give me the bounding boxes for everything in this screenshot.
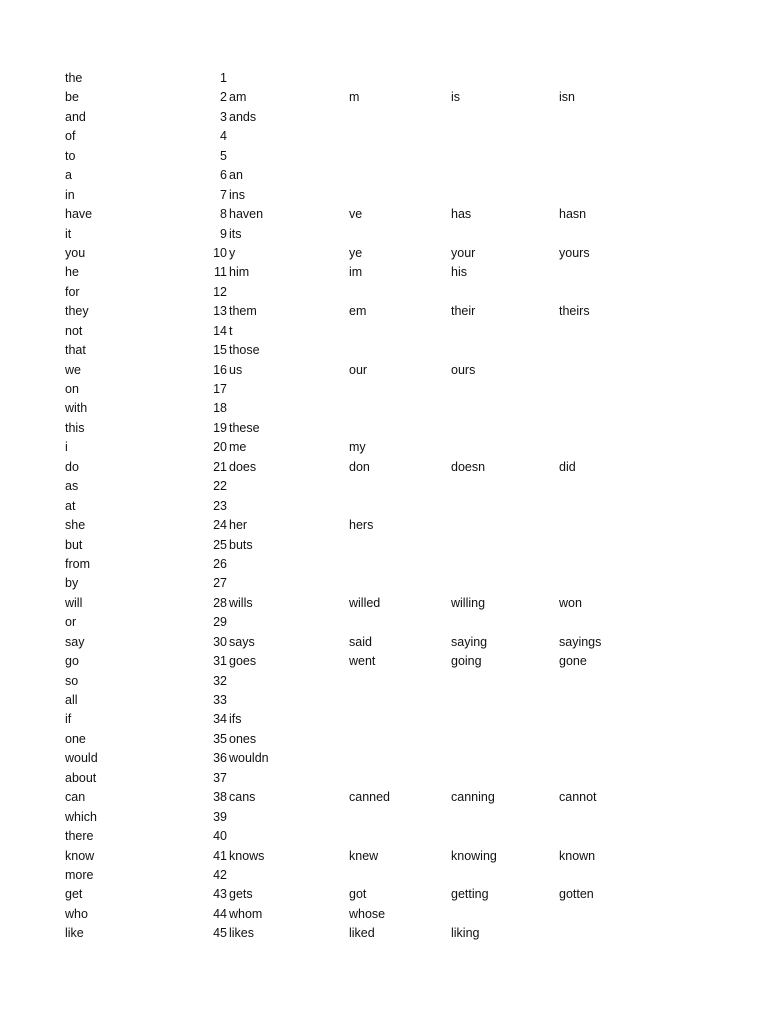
word-form-cell: isn bbox=[559, 90, 575, 105]
rank-cell: 14 bbox=[213, 323, 227, 338]
word-cell: with bbox=[65, 401, 88, 416]
rank-cell: 22 bbox=[213, 479, 227, 494]
word-cell: say bbox=[65, 634, 85, 649]
word-cell: about bbox=[65, 770, 97, 785]
word-cell: can bbox=[65, 790, 86, 805]
word-form-cell: getting bbox=[451, 887, 489, 902]
word-form-cell: me bbox=[229, 440, 247, 455]
word-form-cell: knows bbox=[229, 848, 265, 863]
word-form-cell: t bbox=[229, 323, 233, 338]
word-form-cell: an bbox=[229, 168, 243, 183]
word-form-cell: m bbox=[349, 90, 360, 105]
rank-cell: 6 bbox=[220, 168, 227, 183]
rank-cell: 12 bbox=[213, 284, 227, 299]
word-form-cell: cannot bbox=[559, 790, 597, 805]
word-form-cell: knew bbox=[349, 848, 379, 863]
table-row bbox=[65, 710, 725, 729]
table-row bbox=[65, 399, 725, 418]
word-form-cell: does bbox=[229, 459, 257, 474]
rank-cell: 26 bbox=[213, 556, 227, 571]
table-row bbox=[65, 263, 725, 282]
rank-cell: 38 bbox=[213, 790, 227, 805]
rank-cell: 1 bbox=[220, 71, 227, 85]
table-row bbox=[65, 166, 725, 185]
word-form-cell: theirs bbox=[559, 304, 590, 319]
table-row bbox=[65, 749, 725, 768]
rank-cell: 2 bbox=[220, 90, 227, 105]
rank-cell: 34 bbox=[213, 712, 227, 727]
word-form-cell: ye bbox=[349, 245, 363, 260]
word-form-cell: wouldn bbox=[229, 751, 269, 766]
table-row bbox=[65, 769, 725, 788]
word-form-cell: has bbox=[451, 207, 472, 222]
word-form-cell: your bbox=[451, 245, 476, 260]
table-row bbox=[65, 361, 725, 380]
word-form-cell: gone bbox=[559, 654, 587, 669]
rank-cell: 41 bbox=[213, 848, 227, 863]
word-form-cell: my bbox=[349, 440, 366, 455]
table-row bbox=[65, 341, 725, 360]
rank-cell: 24 bbox=[213, 518, 227, 533]
rank-cell: 15 bbox=[213, 343, 227, 358]
word-form-cell: y bbox=[229, 245, 236, 260]
table-row bbox=[65, 147, 725, 166]
word-form-cell: is bbox=[451, 90, 461, 105]
table-row bbox=[65, 788, 725, 807]
table-row bbox=[65, 827, 725, 846]
word-cell: that bbox=[65, 343, 86, 358]
word-cell: to bbox=[65, 148, 76, 163]
word-form-cell: our bbox=[349, 362, 368, 377]
word-cell: do bbox=[65, 459, 79, 474]
word-form-cell: yours bbox=[559, 245, 590, 260]
table-row bbox=[65, 905, 725, 924]
table-row bbox=[65, 322, 725, 341]
rank-cell: 45 bbox=[213, 926, 227, 941]
word-cell: get bbox=[65, 887, 83, 902]
table-row bbox=[65, 88, 725, 107]
word-form-cell: cans bbox=[229, 790, 256, 805]
table-row bbox=[65, 652, 725, 671]
table-row bbox=[65, 419, 725, 438]
word-cell: of bbox=[65, 129, 76, 144]
word-form-cell: liking bbox=[451, 926, 480, 941]
word-cell: go bbox=[65, 654, 79, 669]
rank-cell: 10 bbox=[213, 245, 227, 260]
word-cell: and bbox=[65, 109, 86, 124]
word-cell: in bbox=[65, 187, 75, 202]
rank-cell: 9 bbox=[220, 226, 227, 241]
table-row bbox=[65, 380, 725, 399]
rank-cell: 33 bbox=[213, 693, 227, 707]
word-form-cell: these bbox=[229, 420, 260, 435]
word-form-cell: gets bbox=[229, 887, 253, 902]
word-form-cell: goes bbox=[229, 654, 257, 669]
word-form-cell: haven bbox=[229, 207, 264, 222]
rank-cell: 23 bbox=[213, 498, 227, 513]
word-cell: but bbox=[65, 537, 83, 552]
word-cell: as bbox=[65, 479, 79, 494]
word-cell: who bbox=[65, 906, 88, 921]
table-row bbox=[65, 186, 725, 205]
word-form-cell: em bbox=[349, 304, 367, 319]
word-form-cell: liked bbox=[349, 926, 375, 941]
word-form-cell: am bbox=[229, 90, 247, 105]
rank-cell: 16 bbox=[213, 362, 227, 377]
rank-cell: 17 bbox=[213, 382, 227, 396]
table-row bbox=[65, 458, 725, 477]
word-form-cell: him bbox=[229, 265, 250, 280]
word-cell: i bbox=[65, 440, 68, 455]
table-row bbox=[65, 497, 725, 516]
word-form-cell: whose bbox=[349, 906, 386, 921]
table-row bbox=[65, 808, 725, 827]
rank-cell: 29 bbox=[213, 615, 227, 630]
word-form-cell: sayings bbox=[559, 634, 602, 649]
word-cell: she bbox=[65, 518, 86, 533]
word-form-cell: says bbox=[229, 634, 255, 649]
word-cell: he bbox=[65, 265, 79, 280]
word-form-cell: those bbox=[229, 343, 260, 358]
word-form-cell: them bbox=[229, 304, 257, 319]
word-cell: so bbox=[65, 673, 79, 688]
word-cell: this bbox=[65, 420, 85, 435]
rank-cell: 5 bbox=[220, 148, 227, 163]
table-row bbox=[65, 574, 725, 593]
word-cell: on bbox=[65, 382, 79, 396]
word-form-cell: ands bbox=[229, 109, 257, 124]
word-form-cell: hers bbox=[349, 518, 374, 533]
word-form-cell: won bbox=[559, 595, 582, 610]
rank-cell: 25 bbox=[213, 537, 227, 552]
word-form-cell: did bbox=[559, 459, 576, 474]
rank-cell: 3 bbox=[220, 109, 227, 124]
table-row bbox=[65, 225, 725, 244]
rank-cell: 21 bbox=[213, 459, 227, 474]
table-row bbox=[65, 672, 725, 691]
word-cell: more bbox=[65, 867, 94, 882]
word-form-cell: gotten bbox=[559, 887, 594, 902]
word-cell: know bbox=[65, 848, 95, 863]
word-form-cell: whom bbox=[229, 906, 263, 921]
word-form-cell: ifs bbox=[229, 712, 242, 727]
word-cell: or bbox=[65, 615, 77, 630]
table-row bbox=[65, 866, 725, 885]
word-form-cell: us bbox=[229, 362, 243, 377]
word-cell: for bbox=[65, 284, 80, 299]
word-form-cell: said bbox=[349, 634, 372, 649]
table-row bbox=[65, 516, 725, 535]
word-cell: there bbox=[65, 829, 94, 844]
word-cell: which bbox=[65, 809, 97, 824]
table-row bbox=[65, 244, 725, 263]
table-row bbox=[65, 283, 725, 302]
rank-cell: 43 bbox=[213, 887, 227, 902]
word-form-cell: went bbox=[349, 654, 376, 669]
rank-cell: 7 bbox=[220, 187, 227, 202]
rank-cell: 20 bbox=[213, 440, 227, 455]
rank-cell: 37 bbox=[213, 770, 227, 785]
word-cell: have bbox=[65, 207, 93, 222]
table-row bbox=[65, 69, 725, 88]
word-form-cell: known bbox=[559, 848, 596, 863]
word-form-cell: got bbox=[349, 887, 367, 902]
rank-cell: 32 bbox=[213, 673, 227, 688]
word-form-cell: ins bbox=[229, 187, 245, 202]
word-form-cell: going bbox=[451, 654, 482, 669]
rank-cell: 40 bbox=[213, 829, 227, 844]
word-cell: by bbox=[65, 576, 79, 591]
table-row bbox=[65, 555, 725, 574]
word-cell: will bbox=[65, 595, 83, 610]
rank-cell: 27 bbox=[213, 576, 227, 591]
word-form-cell: their bbox=[451, 304, 476, 319]
word-form-cell: canning bbox=[451, 790, 495, 805]
rank-cell: 31 bbox=[213, 654, 227, 669]
word-form-cell: hasn bbox=[559, 207, 587, 222]
table-row bbox=[65, 127, 725, 146]
rank-cell: 11 bbox=[214, 265, 227, 280]
word-form-cell: doesn bbox=[451, 459, 486, 474]
word-form-cell: don bbox=[349, 459, 370, 474]
rank-cell: 42 bbox=[213, 867, 227, 882]
rank-cell: 28 bbox=[213, 595, 227, 610]
word-form-cell: ve bbox=[349, 207, 363, 222]
table-row bbox=[65, 536, 725, 555]
table-row bbox=[65, 633, 725, 652]
word-form-cell: ones bbox=[229, 731, 257, 746]
rank-cell: 44 bbox=[213, 906, 227, 921]
rank-cell: 8 bbox=[220, 207, 227, 222]
word-form-cell: buts bbox=[229, 537, 253, 552]
table-row bbox=[65, 477, 725, 496]
word-cell: a bbox=[65, 168, 72, 183]
word-cell: at bbox=[65, 498, 76, 513]
word-cell: they bbox=[65, 304, 89, 319]
table-row bbox=[65, 438, 725, 457]
word-cell: not bbox=[65, 323, 83, 338]
table-row bbox=[65, 613, 725, 632]
table-row bbox=[65, 924, 725, 943]
word-form-cell: saying bbox=[451, 634, 488, 649]
table-row bbox=[65, 108, 725, 127]
word-frequency-table bbox=[65, 69, 725, 944]
word-form-cell: her bbox=[229, 518, 248, 533]
table-row bbox=[65, 847, 725, 866]
word-form-cell: ours bbox=[451, 362, 476, 377]
table-row bbox=[65, 885, 725, 904]
word-cell: you bbox=[65, 245, 86, 260]
table-row bbox=[65, 594, 725, 613]
word-form-cell: its bbox=[229, 226, 242, 241]
word-form-cell: wills bbox=[229, 595, 253, 610]
rank-cell: 39 bbox=[213, 809, 227, 824]
rank-cell: 18 bbox=[213, 401, 227, 416]
rank-cell: 13 bbox=[213, 304, 227, 319]
table-row bbox=[65, 205, 725, 224]
table-row bbox=[65, 691, 725, 710]
word-cell: would bbox=[65, 751, 98, 766]
table-row bbox=[65, 302, 725, 321]
word-form-cell: likes bbox=[229, 926, 255, 941]
rank-cell: 4 bbox=[220, 129, 227, 144]
word-cell: from bbox=[65, 556, 90, 571]
word-cell: it bbox=[65, 226, 72, 241]
rank-cell: 19 bbox=[213, 420, 227, 435]
word-form-cell: willed bbox=[349, 595, 381, 610]
rank-cell: 30 bbox=[213, 634, 227, 649]
word-form-cell: his bbox=[451, 265, 467, 280]
rank-cell: 36 bbox=[213, 751, 227, 766]
rank-cell: 35 bbox=[213, 731, 227, 746]
word-cell: all bbox=[65, 693, 78, 707]
word-form-cell: im bbox=[349, 265, 363, 280]
word-form-cell: willing bbox=[451, 595, 486, 610]
word-cell: one bbox=[65, 731, 86, 746]
word-cell: like bbox=[65, 926, 84, 941]
table-row bbox=[65, 730, 725, 749]
word-cell: the bbox=[65, 71, 83, 85]
word-cell: we bbox=[65, 362, 81, 377]
word-form-cell: knowing bbox=[451, 848, 497, 863]
word-cell: if bbox=[65, 712, 72, 727]
word-form-cell: canned bbox=[349, 790, 391, 805]
word-cell: be bbox=[65, 90, 79, 105]
